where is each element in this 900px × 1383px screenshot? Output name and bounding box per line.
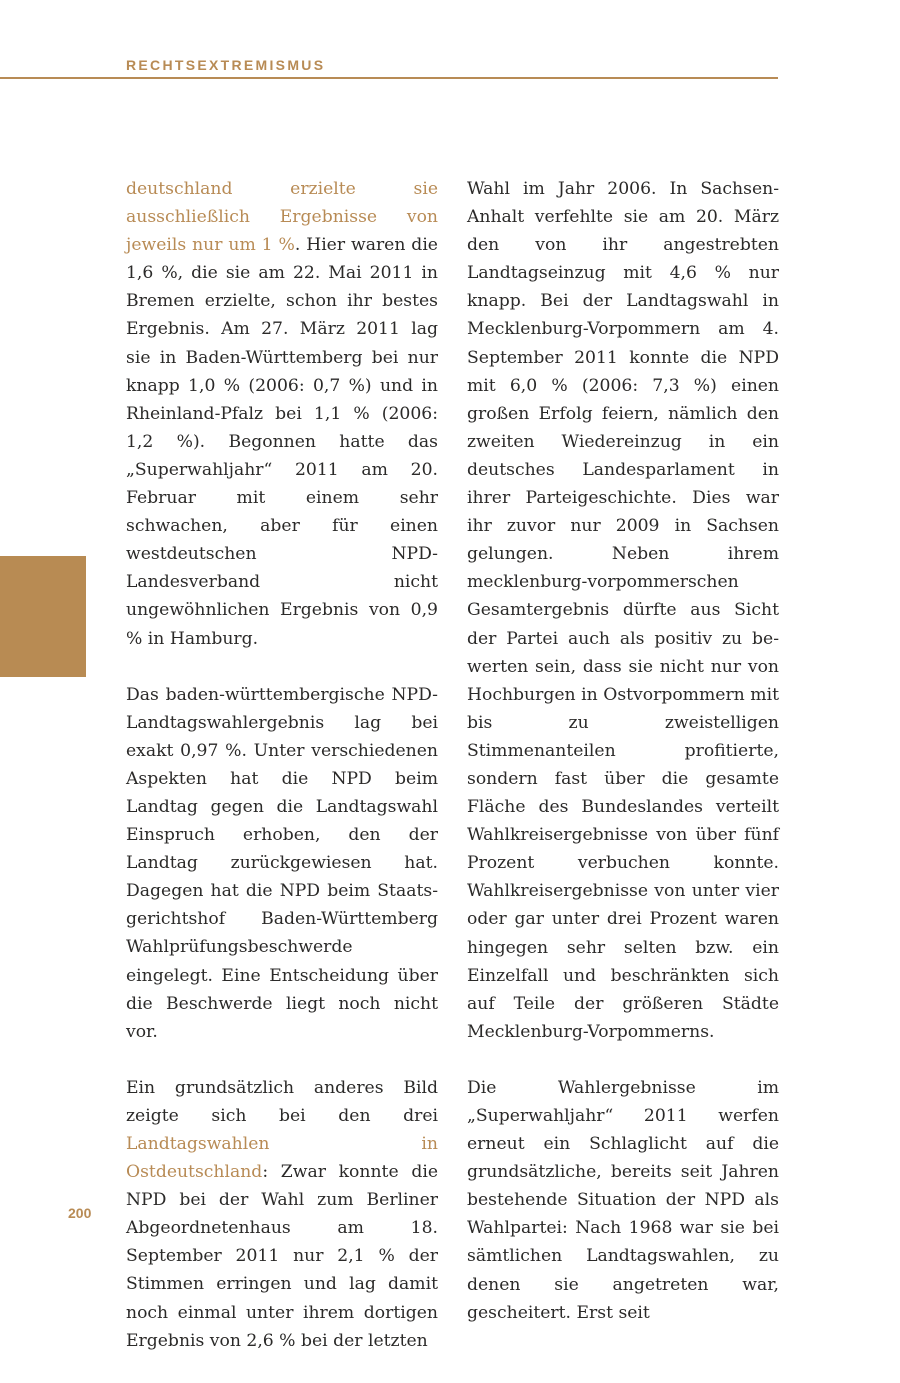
paragraph-2: Das baden-württembergische NPD-Landtagswahlergebnis lag bei exakt 0,97 %. Unter verschiedenen Aspekten hat die NPD beim Landtag gegen die Landtagswahl Einspruch erhoben, den der Landtag zurückgewiesen hat. Dagegen hat die NPD beim Staatsgerichtshof Baden-Württemberg Wahlprüfungsbeschwerde eingelegt. Eine Entscheidung über die Beschwerde liegt noch nicht vor. — [126, 684, 438, 1042]
left-column — [126, 175, 438, 1383]
highlight-text: Landtagswahlen in Ostdeutschland — [126, 1134, 438, 1183]
running-header: RECHTSEXTREMISMUS — [126, 57, 326, 73]
body-text: Ein grundsätzlich anderes Bild zeigte sich bei den drei — [126, 1077, 438, 1126]
body-text: . Hier waren die 1,6 %, die sie am 22. Mai 2011 in Bremen erzielte, schon ihr bestes Ergebnis. Am 27. März 2011 lag sie in Baden-Württemberg bei nur knapp 1,0 % (2006: 0,7 %) und in Rheinland-Pfalz bei 1,1 % (2006: 1,2 %). Begonnen hatte das „Superwahljahr“ 2011 am 20. Februar mit einem sehr schwachen, aber für einen westdeutschen NPD-Landesverband nicht ungewöhnlichen Ergebnis von 0,9 % in Hamburg. — [126, 235, 438, 649]
side-tab-marker — [0, 556, 86, 677]
paragraph-3 — [126, 1074, 438, 1355]
header-rule — [0, 77, 778, 79]
paragraph-5: Die Wahlergebnisse im „Superwahljahr“ 2011 werfen erneut ein Schlaglicht auf die grundsätzliche, bereits seit Jahren bestehende Situation der NPD als Wahlpartei: Nach 1968 war sie bei sämtlichen Landtagswahlen, zu denen sie angetreten war, gescheitert. Erst seit — [467, 1077, 779, 1323]
page-number: 200 — [68, 1205, 92, 1221]
paragraph-4: Wahl im Jahr 2006. In Sachsen-Anhalt verfehlte sie am 20. März den von ihr angestrebten Landtagseinzug mit 4,6 % nur knapp. Bei der Landtagswahl in Mecklenburg-Vorpommern am 4. September 2011 konnte die NPD mit 6,0 % (2006: 7,3 %) einen großen Erfolg feiern, nämlich den zweiten Wiedereinzug in ein deutsches Landesparlament in ihrer Parteigeschichte. Dies war ihr zuvor nur 2009 in Sachsen gelungen. Neben ihrem mecklenburg-vorpommerschen Gesamtergebnis dürfte aus Sicht der Partei auch als positiv zu bewerten sein, dass sie nicht nur von Hochburgen in Ostvorpommern mit bis zu zweistelligen Stimmenanteilen profitierte, sondern fast über die gesamte Fläche des Bundeslandes verteilt Wahlkreisergebnisse von über fünf Prozent verbuchen konnte. Wahlkreisergebnisse von unter vier oder gar unter drei Prozent waren hingegen sehr selten bzw. ein Einzelfall und beschränkten sich auf Teile der größeren Städte Mecklenburg-Vorpommerns. — [467, 179, 779, 1042]
highlight-text: deutschland erzielte sie ausschließlich Ergebnisse von jeweils nur um 1 % — [126, 179, 438, 256]
right-column — [467, 175, 779, 1355]
body-text: : Zwar konnte die NPD bei der Wahl zum Berliner Abgeordnetenhaus am 18. September 2011 nur 2,1 % der Stimmen erringen und lag damit noch einmal unter ihrem dortigen Ergebnis von 2,6 % bei der letzten — [126, 1162, 438, 1351]
paragraph-1 — [126, 175, 438, 653]
